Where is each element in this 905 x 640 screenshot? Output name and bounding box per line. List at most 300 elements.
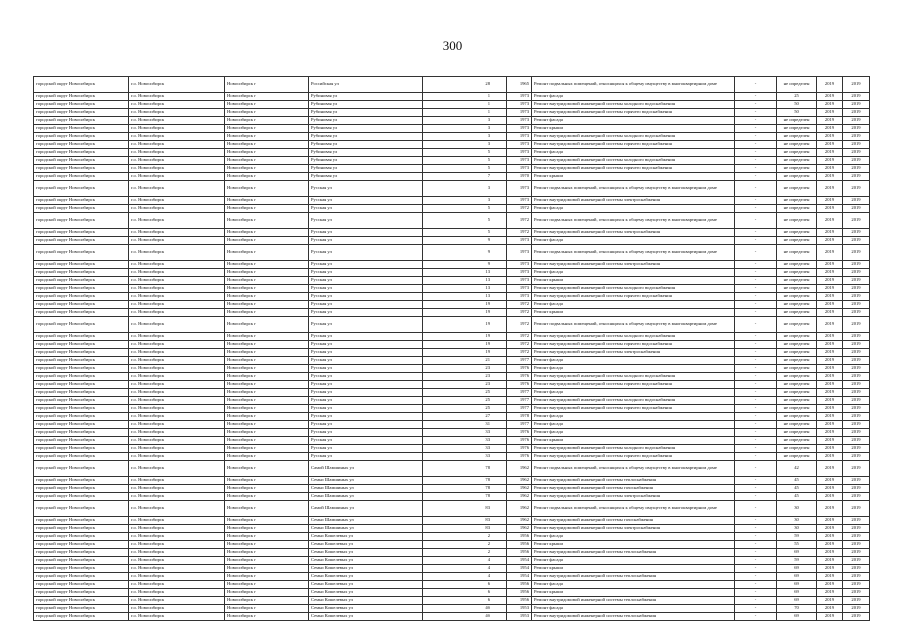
- volume-cell: 69: [777, 573, 817, 581]
- municipality-cell: городской округ Новосибирск: [34, 77, 129, 93]
- end-year-cell: 2019: [843, 453, 870, 461]
- table-row: [34, 141, 870, 149]
- build-year-cell: 1977: [507, 421, 532, 429]
- city-cell: Новосибирск г: [225, 341, 309, 349]
- settlement-cell: г.о. Новосибирск: [129, 197, 225, 205]
- house-number-cell: 5: [423, 157, 507, 165]
- table-row: [34, 349, 870, 357]
- house-number-cell: 33: [423, 445, 507, 453]
- work-type-cell: Ремонт подвальных помещений, относящихся к общему имуществу в многоквартирном доме: [532, 245, 735, 261]
- house-number-cell: 3: [423, 197, 507, 205]
- house-number-cell: 2: [423, 549, 507, 557]
- start-year-cell: 2019: [817, 485, 843, 493]
- end-year-cell: 2019: [843, 477, 870, 485]
- end-year-cell: 2019: [843, 317, 870, 333]
- city-cell: Новосибирск г: [225, 269, 309, 277]
- work-type-cell: Ремонт крыши: [532, 589, 735, 597]
- municipality-cell: городской округ Новосибирск: [34, 605, 129, 613]
- settlement-cell: г.о. Новосибирск: [129, 149, 225, 157]
- volume-cell: 69: [777, 549, 817, 557]
- municipality-cell: городской округ Новосибирск: [34, 245, 129, 261]
- volume-cell: не определен: [777, 333, 817, 341]
- work-type-cell: Ремонт крыши: [532, 437, 735, 445]
- street-cell: Самой Шамшиных ул: [309, 461, 423, 477]
- street-cell: Семьи Кошелевых ул: [309, 533, 423, 541]
- municipality-cell: городской округ Новосибирск: [34, 437, 129, 445]
- street-cell: Русская ул: [309, 421, 423, 429]
- city-cell: Новосибирск г: [225, 245, 309, 261]
- volume-cell: не определен: [777, 293, 817, 301]
- municipality-cell: городской округ Новосибирск: [34, 205, 129, 213]
- volume-cell: 59: [777, 533, 817, 541]
- build-year-cell: 1962: [507, 485, 532, 493]
- street-cell: Рубиновая ул: [309, 109, 423, 117]
- cost-cell: -: [735, 109, 777, 117]
- end-year-cell: 2019: [843, 549, 870, 557]
- cost-cell: -: [735, 381, 777, 389]
- build-year-cell: 1973: [507, 125, 532, 133]
- table-row: [34, 613, 870, 621]
- build-year-cell: 1965: [507, 77, 532, 93]
- cost-cell: -: [735, 181, 777, 197]
- end-year-cell: 2019: [843, 101, 870, 109]
- city-cell: Новосибирск г: [225, 557, 309, 565]
- cost-cell: -: [735, 477, 777, 485]
- build-year-cell: 1977: [507, 357, 532, 365]
- house-number-cell: 21: [423, 357, 507, 365]
- municipality-cell: городской округ Новосибирск: [34, 389, 129, 397]
- table-row: [34, 285, 870, 293]
- municipality-cell: городской округ Новосибирск: [34, 357, 129, 365]
- table-row: [34, 501, 870, 517]
- settlement-cell: г.о. Новосибирск: [129, 229, 225, 237]
- start-year-cell: 2019: [817, 381, 843, 389]
- end-year-cell: 2019: [843, 525, 870, 533]
- house-number-cell: 9: [423, 261, 507, 269]
- end-year-cell: 2019: [843, 205, 870, 213]
- start-year-cell: 2019: [817, 437, 843, 445]
- municipality-cell: городской округ Новосибирск: [34, 149, 129, 157]
- cost-cell: -: [735, 573, 777, 581]
- table-row: [34, 173, 870, 181]
- end-year-cell: 2019: [843, 149, 870, 157]
- end-year-cell: 2019: [843, 309, 870, 317]
- start-year-cell: 2019: [817, 93, 843, 101]
- work-type-cell: Ремонт внутридомовой инженерной системы теплоснабжения: [532, 549, 735, 557]
- volume-cell: не определен: [777, 245, 817, 261]
- settlement-cell: г.о. Новосибирск: [129, 125, 225, 133]
- municipality-cell: городской округ Новосибирск: [34, 405, 129, 413]
- settlement-cell: г.о. Новосибирск: [129, 269, 225, 277]
- table-row: [34, 397, 870, 405]
- end-year-cell: 2019: [843, 125, 870, 133]
- volume-cell: не определен: [777, 341, 817, 349]
- volume-cell: не определен: [777, 261, 817, 269]
- table-row: [34, 117, 870, 125]
- end-year-cell: 2019: [843, 581, 870, 589]
- build-year-cell: 1972: [507, 213, 532, 229]
- work-type-cell: Ремонт внутридомовой инженерной системы холодного водоснабжения: [532, 285, 735, 293]
- end-year-cell: 2019: [843, 77, 870, 93]
- municipality-cell: городской округ Новосибирск: [34, 101, 129, 109]
- municipality-cell: городской округ Новосибирск: [34, 93, 129, 101]
- start-year-cell: 2019: [817, 285, 843, 293]
- municipality-cell: городской округ Новосибирск: [34, 365, 129, 373]
- city-cell: Новосибирск г: [225, 533, 309, 541]
- settlement-cell: г.о. Новосибирск: [129, 405, 225, 413]
- build-year-cell: 1956: [507, 589, 532, 597]
- cost-cell: -: [735, 501, 777, 517]
- end-year-cell: 2019: [843, 301, 870, 309]
- build-year-cell: 1976: [507, 445, 532, 453]
- house-number-cell: 4б: [423, 613, 507, 621]
- build-year-cell: 1972: [507, 309, 532, 317]
- work-type-cell: Ремонт фасада: [532, 421, 735, 429]
- work-type-cell: Ремонт крыши: [532, 541, 735, 549]
- city-cell: Новосибирск г: [225, 589, 309, 597]
- build-year-cell: 1976: [507, 429, 532, 437]
- city-cell: Новосибирск г: [225, 261, 309, 269]
- settlement-cell: г.о. Новосибирск: [129, 109, 225, 117]
- municipality-cell: городской округ Новосибирск: [34, 317, 129, 333]
- cost-cell: -: [735, 309, 777, 317]
- street-cell: Русская ул: [309, 293, 423, 301]
- settlement-cell: г.о. Новосибирск: [129, 357, 225, 365]
- settlement-cell: г.о. Новосибирск: [129, 389, 225, 397]
- table-row: [34, 133, 870, 141]
- municipality-cell: городской округ Новосибирск: [34, 373, 129, 381]
- start-year-cell: 2019: [817, 453, 843, 461]
- build-year-cell: 1962: [507, 461, 532, 477]
- settlement-cell: г.о. Новосибирск: [129, 261, 225, 269]
- house-number-cell: 25: [423, 397, 507, 405]
- house-number-cell: 5: [423, 229, 507, 237]
- settlement-cell: г.о. Новосибирск: [129, 549, 225, 557]
- city-cell: Новосибирск г: [225, 133, 309, 141]
- municipality-cell: городской округ Новосибирск: [34, 117, 129, 125]
- street-cell: Рубиновая ул: [309, 165, 423, 173]
- table-row: [34, 493, 870, 501]
- start-year-cell: 2019: [817, 229, 843, 237]
- work-type-cell: Ремонт внутридомовой инженерной системы теплоснабжения: [532, 477, 735, 485]
- municipality-cell: городской округ Новосибирск: [34, 613, 129, 621]
- municipality-cell: городской округ Новосибирск: [34, 197, 129, 205]
- volume-cell: 42: [777, 461, 817, 477]
- city-cell: Новосибирск г: [225, 461, 309, 477]
- start-year-cell: 2019: [817, 613, 843, 621]
- settlement-cell: г.о. Новосибирск: [129, 205, 225, 213]
- street-cell: Русская ул: [309, 357, 423, 365]
- settlement-cell: г.о. Новосибирск: [129, 597, 225, 605]
- house-number-cell: 78: [423, 461, 507, 477]
- work-type-cell: Ремонт фасада: [532, 389, 735, 397]
- cost-cell: -: [735, 101, 777, 109]
- work-type-cell: Ремонт внутридомовой инженерной системы теплоснабжения: [532, 573, 735, 581]
- cost-cell: -: [735, 461, 777, 477]
- build-year-cell: 1976: [507, 373, 532, 381]
- city-cell: Новосибирск г: [225, 613, 309, 621]
- table-row: [34, 485, 870, 493]
- settlement-cell: г.о. Новосибирск: [129, 565, 225, 573]
- volume-cell: не определен: [777, 381, 817, 389]
- street-cell: Русская ул: [309, 301, 423, 309]
- work-type-cell: Ремонт крыши: [532, 173, 735, 181]
- settlement-cell: г.о. Новосибирск: [129, 165, 225, 173]
- cost-cell: -: [735, 453, 777, 461]
- volume-cell: не определен: [777, 397, 817, 405]
- city-cell: Новосибирск г: [225, 277, 309, 285]
- city-cell: Новосибирск г: [225, 413, 309, 421]
- start-year-cell: 2019: [817, 357, 843, 365]
- table-row: [34, 301, 870, 309]
- table-row: [34, 245, 870, 261]
- cost-cell: -: [735, 341, 777, 349]
- table-row: [34, 573, 870, 581]
- settlement-cell: г.о. Новосибирск: [129, 181, 225, 197]
- work-type-cell: Ремонт фасада: [532, 357, 735, 365]
- volume-cell: не определен: [777, 213, 817, 229]
- start-year-cell: 2019: [817, 109, 843, 117]
- city-cell: Новосибирск г: [225, 445, 309, 453]
- table-row: [34, 237, 870, 245]
- start-year-cell: 2019: [817, 525, 843, 533]
- volume-cell: 69: [777, 589, 817, 597]
- settlement-cell: г.о. Новосибирск: [129, 501, 225, 517]
- municipality-cell: городской округ Новосибирск: [34, 277, 129, 285]
- build-year-cell: 1956: [507, 549, 532, 557]
- build-year-cell: 1972: [507, 229, 532, 237]
- volume-cell: не определен: [777, 205, 817, 213]
- work-type-cell: Ремонт фасада: [532, 205, 735, 213]
- municipality-cell: городской округ Новосибирск: [34, 453, 129, 461]
- municipality-cell: городской округ Новосибирск: [34, 413, 129, 421]
- municipality-cell: городской округ Новосибирск: [34, 461, 129, 477]
- settlement-cell: г.о. Новосибирск: [129, 557, 225, 565]
- table-row: [34, 269, 870, 277]
- table-row: [34, 557, 870, 565]
- start-year-cell: 2019: [817, 165, 843, 173]
- page-number: 300: [442, 38, 463, 53]
- cost-cell: -: [735, 165, 777, 173]
- end-year-cell: 2019: [843, 333, 870, 341]
- city-cell: Новосибирск г: [225, 333, 309, 341]
- table-row: [34, 357, 870, 365]
- municipality-cell: городской округ Новосибирск: [34, 133, 129, 141]
- municipality-cell: городской округ Новосибирск: [34, 341, 129, 349]
- settlement-cell: г.о. Новосибирск: [129, 277, 225, 285]
- settlement-cell: г.о. Новосибирск: [129, 301, 225, 309]
- table-row: [34, 605, 870, 613]
- table-row: [34, 93, 870, 101]
- cost-cell: -: [735, 613, 777, 621]
- city-cell: Новосибирск г: [225, 213, 309, 229]
- settlement-cell: г.о. Новосибирск: [129, 485, 225, 493]
- cost-cell: -: [735, 405, 777, 413]
- volume-cell: не определен: [777, 349, 817, 357]
- work-type-cell: Ремонт внутридомовой инженерной системы горячего водоснабжения: [532, 141, 735, 149]
- start-year-cell: 2019: [817, 77, 843, 93]
- start-year-cell: 2019: [817, 277, 843, 285]
- start-year-cell: 2019: [817, 597, 843, 605]
- municipality-cell: городской округ Новосибирск: [34, 381, 129, 389]
- cost-cell: -: [735, 317, 777, 333]
- street-cell: Русская ул: [309, 229, 423, 237]
- city-cell: Новосибирск г: [225, 125, 309, 133]
- table-row: [34, 77, 870, 93]
- work-type-cell: Ремонт крыши: [532, 309, 735, 317]
- cost-cell: -: [735, 541, 777, 549]
- table-row: [34, 309, 870, 317]
- cost-cell: -: [735, 373, 777, 381]
- cost-cell: -: [735, 205, 777, 213]
- table-row: [34, 365, 870, 373]
- city-cell: Новосибирск г: [225, 205, 309, 213]
- volume-cell: не определен: [777, 421, 817, 429]
- build-year-cell: 1977: [507, 389, 532, 397]
- start-year-cell: 2019: [817, 205, 843, 213]
- work-type-cell: Ремонт подвальных помещений, относящихся к общему имуществу в многоквартирном доме: [532, 461, 735, 477]
- settlement-cell: г.о. Новосибирск: [129, 77, 225, 93]
- table-row: [34, 445, 870, 453]
- house-number-cell: 6: [423, 597, 507, 605]
- start-year-cell: 2019: [817, 413, 843, 421]
- end-year-cell: 2019: [843, 269, 870, 277]
- start-year-cell: 2019: [817, 117, 843, 125]
- settlement-cell: г.о. Новосибирск: [129, 133, 225, 141]
- street-cell: Рубиновая ул: [309, 149, 423, 157]
- street-cell: Русская ул: [309, 181, 423, 197]
- build-year-cell: 1973: [507, 277, 532, 285]
- city-cell: Новосибирск г: [225, 237, 309, 245]
- start-year-cell: 2019: [817, 493, 843, 501]
- street-cell: Семьи Кошелевых ул: [309, 549, 423, 557]
- volume-cell: 30: [777, 525, 817, 533]
- municipality-cell: городской округ Новосибирск: [34, 213, 129, 229]
- street-cell: Русская ул: [309, 269, 423, 277]
- start-year-cell: 2019: [817, 309, 843, 317]
- start-year-cell: 2019: [817, 261, 843, 269]
- settlement-cell: г.о. Новосибирск: [129, 293, 225, 301]
- house-number-cell: 25: [423, 405, 507, 413]
- settlement-cell: г.о. Новосибирск: [129, 93, 225, 101]
- municipality-cell: городской округ Новосибирск: [34, 485, 129, 493]
- house-number-cell: 33: [423, 437, 507, 445]
- settlement-cell: г.о. Новосибирск: [129, 445, 225, 453]
- volume-cell: не определен: [777, 77, 817, 93]
- volume-cell: 30: [777, 517, 817, 525]
- street-cell: Семьи Кошелевых ул: [309, 541, 423, 549]
- table-row: [34, 589, 870, 597]
- street-cell: Семьи Кошелевых ул: [309, 613, 423, 621]
- street-cell: Рубиновая ул: [309, 173, 423, 181]
- start-year-cell: 2019: [817, 405, 843, 413]
- house-number-cell: 19: [423, 301, 507, 309]
- city-cell: Новосибирск г: [225, 501, 309, 517]
- work-type-cell: Ремонт подвальных помещений, относящихся к общему имуществу в многоквартирном доме: [532, 213, 735, 229]
- build-year-cell: 1972: [507, 333, 532, 341]
- table-row: [34, 373, 870, 381]
- municipality-cell: городской округ Новосибирск: [34, 293, 129, 301]
- end-year-cell: 2019: [843, 613, 870, 621]
- start-year-cell: 2019: [817, 157, 843, 165]
- build-year-cell: 1973: [507, 117, 532, 125]
- volume-cell: 69: [777, 565, 817, 573]
- cost-cell: -: [735, 413, 777, 421]
- street-cell: Русская ул: [309, 309, 423, 317]
- table-row: [34, 181, 870, 197]
- start-year-cell: 2019: [817, 445, 843, 453]
- settlement-cell: г.о. Новосибирск: [129, 117, 225, 125]
- street-cell: Русская ул: [309, 365, 423, 373]
- end-year-cell: 2019: [843, 357, 870, 365]
- work-type-cell: Ремонт внутридомовой инженерной системы холодного водоснабжения: [532, 133, 735, 141]
- end-year-cell: 2019: [843, 181, 870, 197]
- settlement-cell: г.о. Новосибирск: [129, 453, 225, 461]
- volume-cell: не определен: [777, 445, 817, 453]
- cost-cell: -: [735, 597, 777, 605]
- end-year-cell: 2019: [843, 501, 870, 517]
- volume-cell: 30: [777, 501, 817, 517]
- cost-cell: -: [735, 333, 777, 341]
- house-number-cell: 33: [423, 429, 507, 437]
- table-row: [34, 381, 870, 389]
- work-type-cell: Ремонт внутридомовой инженерной системы горячего водоснабжения: [532, 109, 735, 117]
- house-number-cell: 33: [423, 453, 507, 461]
- end-year-cell: 2019: [843, 565, 870, 573]
- end-year-cell: 2019: [843, 437, 870, 445]
- municipality-cell: городской округ Новосибирск: [34, 597, 129, 605]
- street-cell: Русская ул: [309, 237, 423, 245]
- street-cell: Семьи Кошелевых ул: [309, 573, 423, 581]
- build-year-cell: 1976: [507, 437, 532, 445]
- city-cell: Новосибирск г: [225, 381, 309, 389]
- settlement-cell: г.о. Новосибирск: [129, 245, 225, 261]
- city-cell: Новосибирск г: [225, 597, 309, 605]
- municipality-cell: городской округ Новосибирск: [34, 285, 129, 293]
- city-cell: Новосибирск г: [225, 149, 309, 157]
- build-year-cell: 1972: [507, 301, 532, 309]
- build-year-cell: 1973: [507, 93, 532, 101]
- volume-cell: не определен: [777, 405, 817, 413]
- house-number-cell: 78: [423, 485, 507, 493]
- work-type-cell: Ремонт фасада: [532, 605, 735, 613]
- volume-cell: не определен: [777, 373, 817, 381]
- build-year-cell: 1973: [507, 245, 532, 261]
- city-cell: Новосибирск г: [225, 173, 309, 181]
- municipality-cell: городской округ Новосибирск: [34, 557, 129, 565]
- volume-cell: не определен: [777, 413, 817, 421]
- end-year-cell: 2019: [843, 605, 870, 613]
- municipality-cell: городской округ Новосибирск: [34, 493, 129, 501]
- municipality-cell: городской округ Новосибирск: [34, 261, 129, 269]
- municipality-cell: городской округ Новосибирск: [34, 429, 129, 437]
- table-row: [34, 421, 870, 429]
- volume-cell: не определен: [777, 197, 817, 205]
- end-year-cell: 2019: [843, 341, 870, 349]
- municipality-cell: городской округ Новосибирск: [34, 517, 129, 525]
- street-cell: Русская ул: [309, 445, 423, 453]
- street-cell: Русская ул: [309, 285, 423, 293]
- street-cell: Русская ул: [309, 381, 423, 389]
- city-cell: Новосибирск г: [225, 349, 309, 357]
- build-year-cell: 1972: [507, 349, 532, 357]
- build-year-cell: 1962: [507, 525, 532, 533]
- end-year-cell: 2019: [843, 485, 870, 493]
- settlement-cell: г.о. Новосибирск: [129, 429, 225, 437]
- build-year-cell: 1973: [507, 133, 532, 141]
- cost-cell: -: [735, 157, 777, 165]
- municipality-cell: городской округ Новосибирск: [34, 525, 129, 533]
